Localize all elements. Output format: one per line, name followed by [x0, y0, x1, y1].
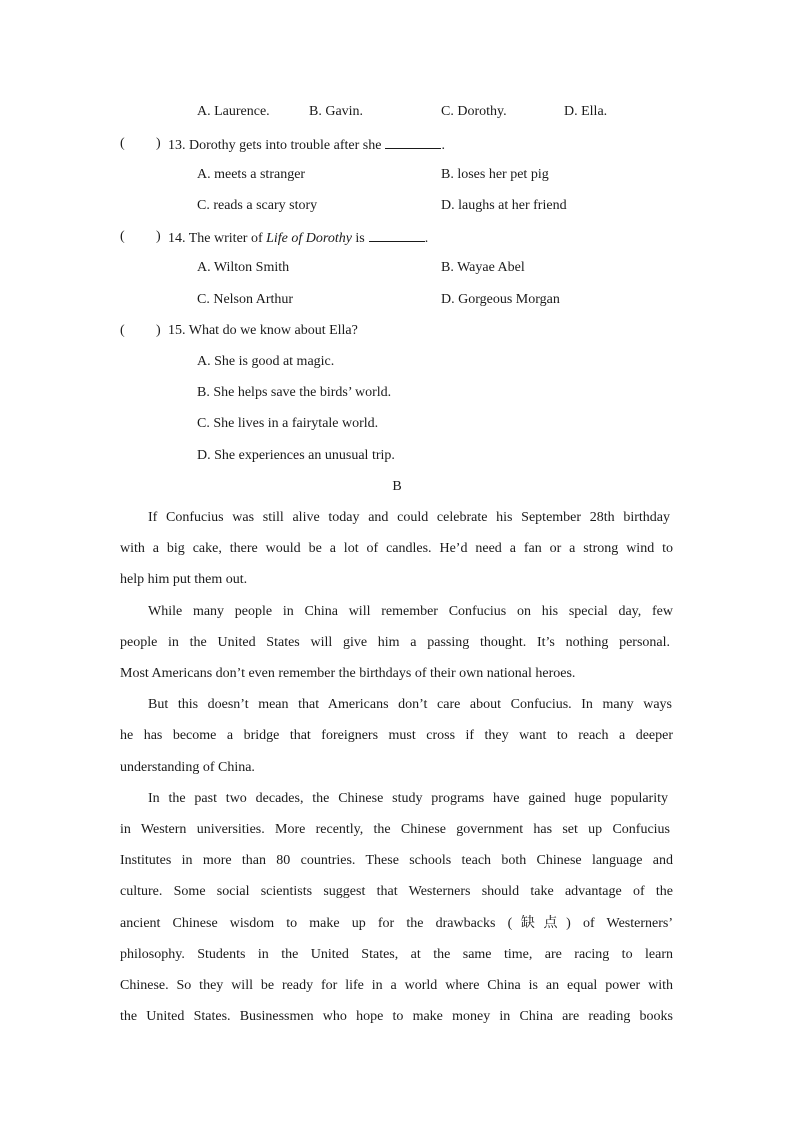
q12-option-b: B. Gavin.	[309, 104, 364, 119]
q12-option-c: C. Dorothy.	[441, 104, 507, 119]
passage-line: If Confucius was still alive today and could celebrate his September 28th birthday	[148, 510, 670, 525]
question-13	[0, 134, 794, 154]
book-title: Life of Dorothy	[266, 231, 352, 246]
passage-line: understanding of China.	[120, 760, 255, 775]
q13-option-b: B. loses her pet pig	[441, 167, 549, 182]
passage-line: people in the United States will give him a passing thought. It’s nothing personal.	[120, 635, 670, 650]
answer-paren-close: )	[156, 323, 161, 338]
passage-line: help him put them out.	[120, 572, 248, 587]
q15-option-b: B. She helps save the birds’ world.	[197, 385, 392, 400]
passage-line: Most Americans don’t even remember the birthdays of their own national heroes.	[120, 666, 576, 681]
question-15-stem: 15. What do we know about Ella?	[168, 323, 358, 338]
passage-line: the United States. Businessmen who hope to make money in China are reading books	[120, 1009, 673, 1024]
answer-paren-open: (	[120, 229, 125, 244]
question-15	[0, 321, 794, 341]
question-14	[0, 227, 794, 247]
q15-option-d: D. She experiences an unusual trip.	[197, 448, 395, 463]
passage-line: he has become a bridge that foreigners must cross if they want to reach a deeper	[120, 728, 673, 743]
answer-blank	[369, 227, 425, 242]
q14-option-d: D. Gorgeous Morgan	[441, 292, 560, 307]
passage-line: Institutes in more than 80 countries. These schools teach both Chinese language and	[120, 853, 673, 868]
passage-line: But this doesn’t mean that Americans don’t care about Confucius. In many ways	[148, 697, 672, 712]
answer-paren-close: )	[156, 136, 161, 151]
q15-option-a: A. She is good at magic.	[197, 354, 335, 369]
answer-paren-close: )	[156, 229, 161, 244]
q12-option-d: D. Ella.	[564, 104, 608, 119]
q12-option-a: A. Laurence.	[197, 104, 270, 119]
answer-blank	[385, 134, 441, 149]
passage-line: While many people in China will remember Confucius on his special day, few	[148, 604, 673, 619]
question-14-stem: 14. The writer of Life of Dorothy is .	[168, 227, 428, 249]
passage-line: philosophy. Students in the United States, at the same time, are racing to learn	[120, 947, 673, 962]
section-heading-b: B	[392, 479, 402, 494]
q15-option-c: C. She lives in a fairytale world.	[197, 416, 379, 431]
passage-line: culture. Some social scientists suggest that Westerners should take advantage of the	[120, 884, 673, 899]
question-13-stem: 13. Dorothy gets into trouble after she .	[168, 134, 445, 156]
q13-option-a: A. meets a stranger	[197, 167, 306, 182]
q14-option-a: A. Wilton Smith	[197, 260, 290, 275]
q13-option-c: C. reads a scary story	[197, 198, 318, 213]
q13-option-d: D. laughs at her friend	[441, 198, 567, 213]
q14-option-c: C. Nelson Arthur	[197, 292, 294, 307]
passage-line: ancient Chinese wisdom to make up for the drawbacks (缺点) of Westerners’	[120, 916, 673, 931]
passage-line: with a big cake, there would be a lot of candles. He’d need a fan or a strong wind to	[120, 541, 673, 556]
passage-line: in Western universities. More recently, the Chinese government has set up Confucius	[120, 822, 670, 837]
passage-line: In the past two decades, the Chinese study programs have gained huge popularity	[148, 791, 668, 806]
passage-line: Chinese. So they will be ready for life in a world where China is an equal power with	[120, 978, 673, 993]
answer-paren-open: (	[120, 136, 125, 151]
q14-option-b: B. Wayae Abel	[441, 260, 525, 275]
answer-paren-open: (	[120, 323, 125, 338]
